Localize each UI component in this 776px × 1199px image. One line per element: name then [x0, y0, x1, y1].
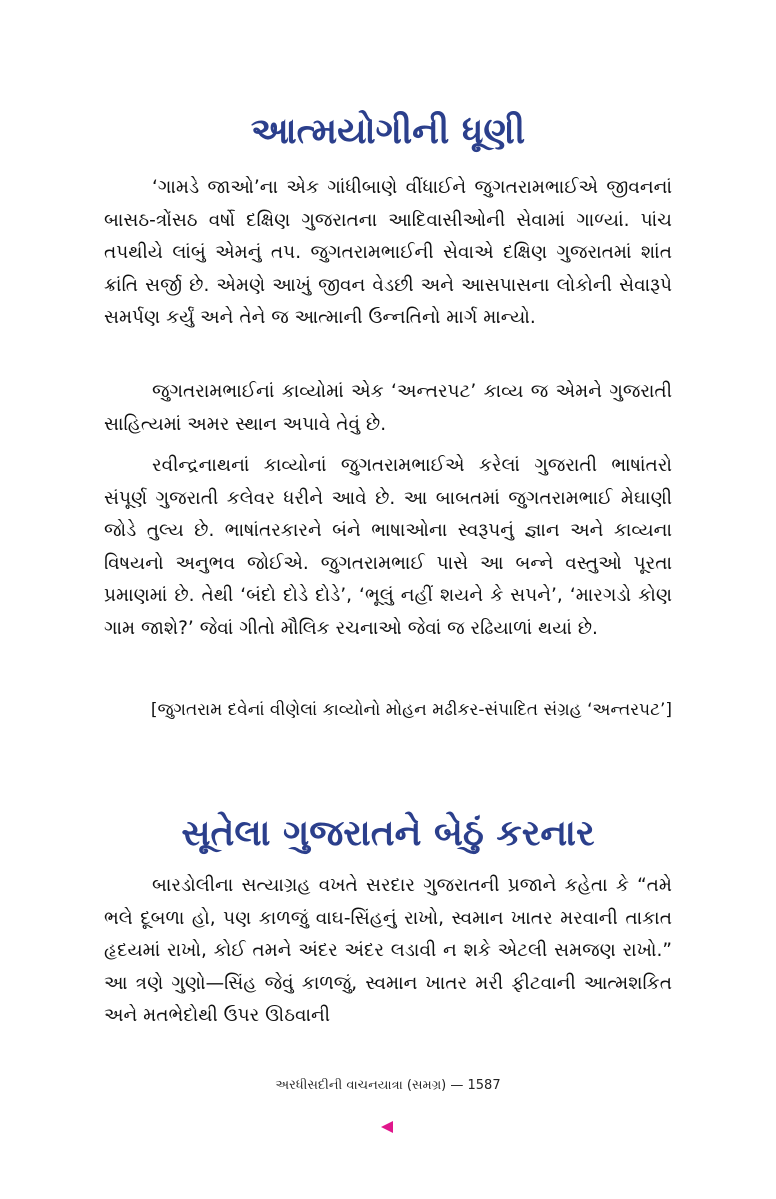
paragraph-4: બારડોલીના સત્યાગ્રહ વખતે સરદાર ગુજરાતની પ્રજાને કહેતા કે “તમે ભલે દૂબળા હો, પણ કાળજું વાઘ-સિંહનું રાખો, સ્વમાન ખાતર મરવાની તાકાત હૃદયમાં રાખો, કોઈ તમને અંદર અંદર લડાવી ન શકે એટલી સમજણ રાખો.” આ ત્રણે ગુણો—સિંહ જેવું કાળજું, સ્વમાન ખાતર મરી ફીટવાની આત્મશકિત અને મતભેદોથી ઉપર ઊઠવાની: [104, 875, 672, 1026]
previous-page-icon[interactable]: [381, 1121, 393, 1133]
paragraph-2: જુગતરામભાઈનાં કાવ્યોમાં એક ‘અન્તરપટ’ કાવ્ય જ એમને ગુજરાતી સાહિત્યમાં અમર સ્થાન અપાવે તેવું છે.: [104, 381, 672, 435]
page-footer: અરધીસદીની વાચનયાત્રા (સમગ્ર) — 1587: [275, 1078, 501, 1093]
paragraph-1: ‘ગામડે જાઓ’ના એક ગાંધીબાણે વીંધાઈને જુગતરામભાઈએ જીવનનાં બાસઠ-ત્રોંસઠ વર્ષો દક્ષિણ ગુજરાતના આદિવાસીઓની સેવામાં ગાળ્યાં. પાંચ તપથીયે લાંબું એમનું તપ. જુગતરામભાઈની સેવાએ દક્ષિણ ગુજરાતમાં શાંત ક્રાંતિ સર્જી છે. એમણે આખું જીવન વેડછી અને આસપાસના લોકોની સેવારૂપે સમર્પણ કર્યું અને તેને જ આત્માની ઉન્નતિનો માર્ગ માન્યો.: [104, 177, 672, 328]
section-title-gujarat: સૂતેલા ગુજરાતને બેઠું કરનાર: [181, 813, 595, 854]
source-citation: [જુગતરામ દવેનાં વીણેલાં કાવ્યોનો મોહન મઢીકર-સંપાદિત સંગ્રહ ‘અન્તરપટ’]: [150, 700, 672, 720]
paragraph-3: રવીન્દ્રનાથનાં કાવ્યોનાં જુગતરામભાઈએ કરેલાં ગુજરાતી ભાષાંતરો સંપૂર્ણ ગુજરાતી કલેવર ધરીને આવે છે. આ બાબતમાં જુગતરામભાઈ મેઘાણી જોડે તુલ્ય છે. ભાષાંતરકારને બંને ભાષાઓના સ્વરૂપનું જ્ઞાન અને કાવ્યના વિષયનો અનુભવ જોઈએ. જુગતરામભાઈ પાસે આ બન્ને વસ્તુઓ પૂરતા પ્રમાણમાં છે. તેથી ‘બંદો દોડે દોડે’, ‘ભૂલું નહીં શયને કે સપને’, ‘મારગડો કોણ ગામ જાશે?’ જેવાં ગીતો મૌલિક રચનાઓ જેવાં જ રઢિયાળાં થયાં છે.: [104, 455, 672, 639]
section-title-atmayogi: આત્મયોગીની ધૂણી: [250, 111, 526, 152]
